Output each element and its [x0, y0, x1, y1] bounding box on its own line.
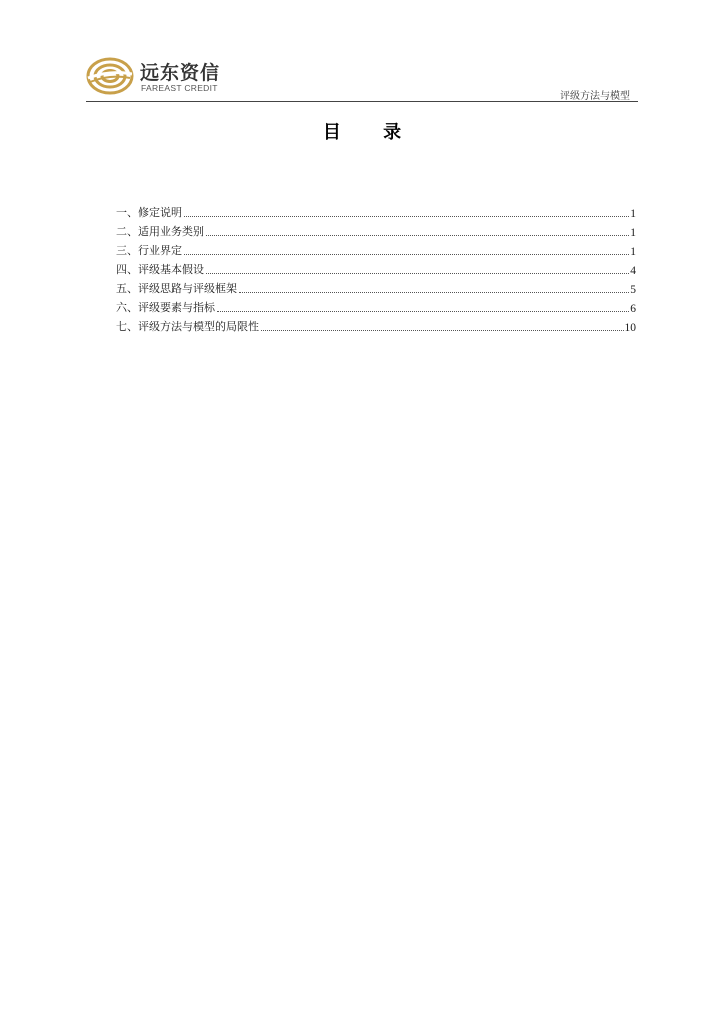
company-logo: [86, 56, 236, 96]
toc-entry-page: 1: [630, 246, 636, 258]
toc-entry[interactable]: [116, 201, 636, 220]
toc-leader-dots: [217, 311, 629, 312]
toc-leader-dots: [184, 216, 629, 217]
toc-leader-dots: [261, 330, 624, 331]
header-divider: [86, 101, 638, 102]
logo-english-name: FAREAST CREDIT: [141, 83, 218, 93]
toc-entry-label: 四、评级基本假设: [116, 263, 204, 276]
toc-entry[interactable]: [116, 220, 636, 239]
fareast-logo-icon: [86, 56, 134, 96]
toc-entry-label: 七、评级方法与模型的局限性: [116, 320, 259, 333]
logo-chinese-name: 远东资信: [140, 62, 221, 84]
toc-entry-page: 6: [630, 303, 636, 315]
toc-entry-page: 4: [630, 265, 636, 277]
toc-entry[interactable]: [116, 315, 636, 334]
toc-entry-label: 三、行业界定: [116, 244, 182, 257]
table-of-contents: [116, 201, 636, 334]
toc-entry-page: 10: [624, 322, 636, 334]
toc-entry-page: 1: [630, 227, 636, 239]
page-header: [86, 54, 638, 102]
toc-entry-label: 一、修定说明: [116, 206, 182, 219]
toc-leader-dots: [206, 235, 629, 236]
toc-entry[interactable]: [116, 258, 636, 277]
toc-entry[interactable]: [116, 239, 636, 258]
toc-entry-label: 二、适用业务类别: [116, 225, 204, 238]
toc-leader-dots: [239, 292, 629, 293]
toc-entry-page: 1: [630, 208, 636, 220]
toc-entry-page: 5: [630, 284, 636, 296]
document-type-label: 评级方法与模型: [560, 91, 630, 102]
toc-leader-dots: [184, 254, 629, 255]
toc-entry-label: 六、评级要素与指标: [116, 301, 215, 314]
toc-entry[interactable]: [116, 277, 636, 296]
toc-entry[interactable]: [116, 296, 636, 315]
toc-title: 目 录: [322, 122, 420, 143]
toc-entry-label: 五、评级思路与评级框架: [116, 282, 237, 295]
toc-leader-dots: [206, 273, 629, 274]
